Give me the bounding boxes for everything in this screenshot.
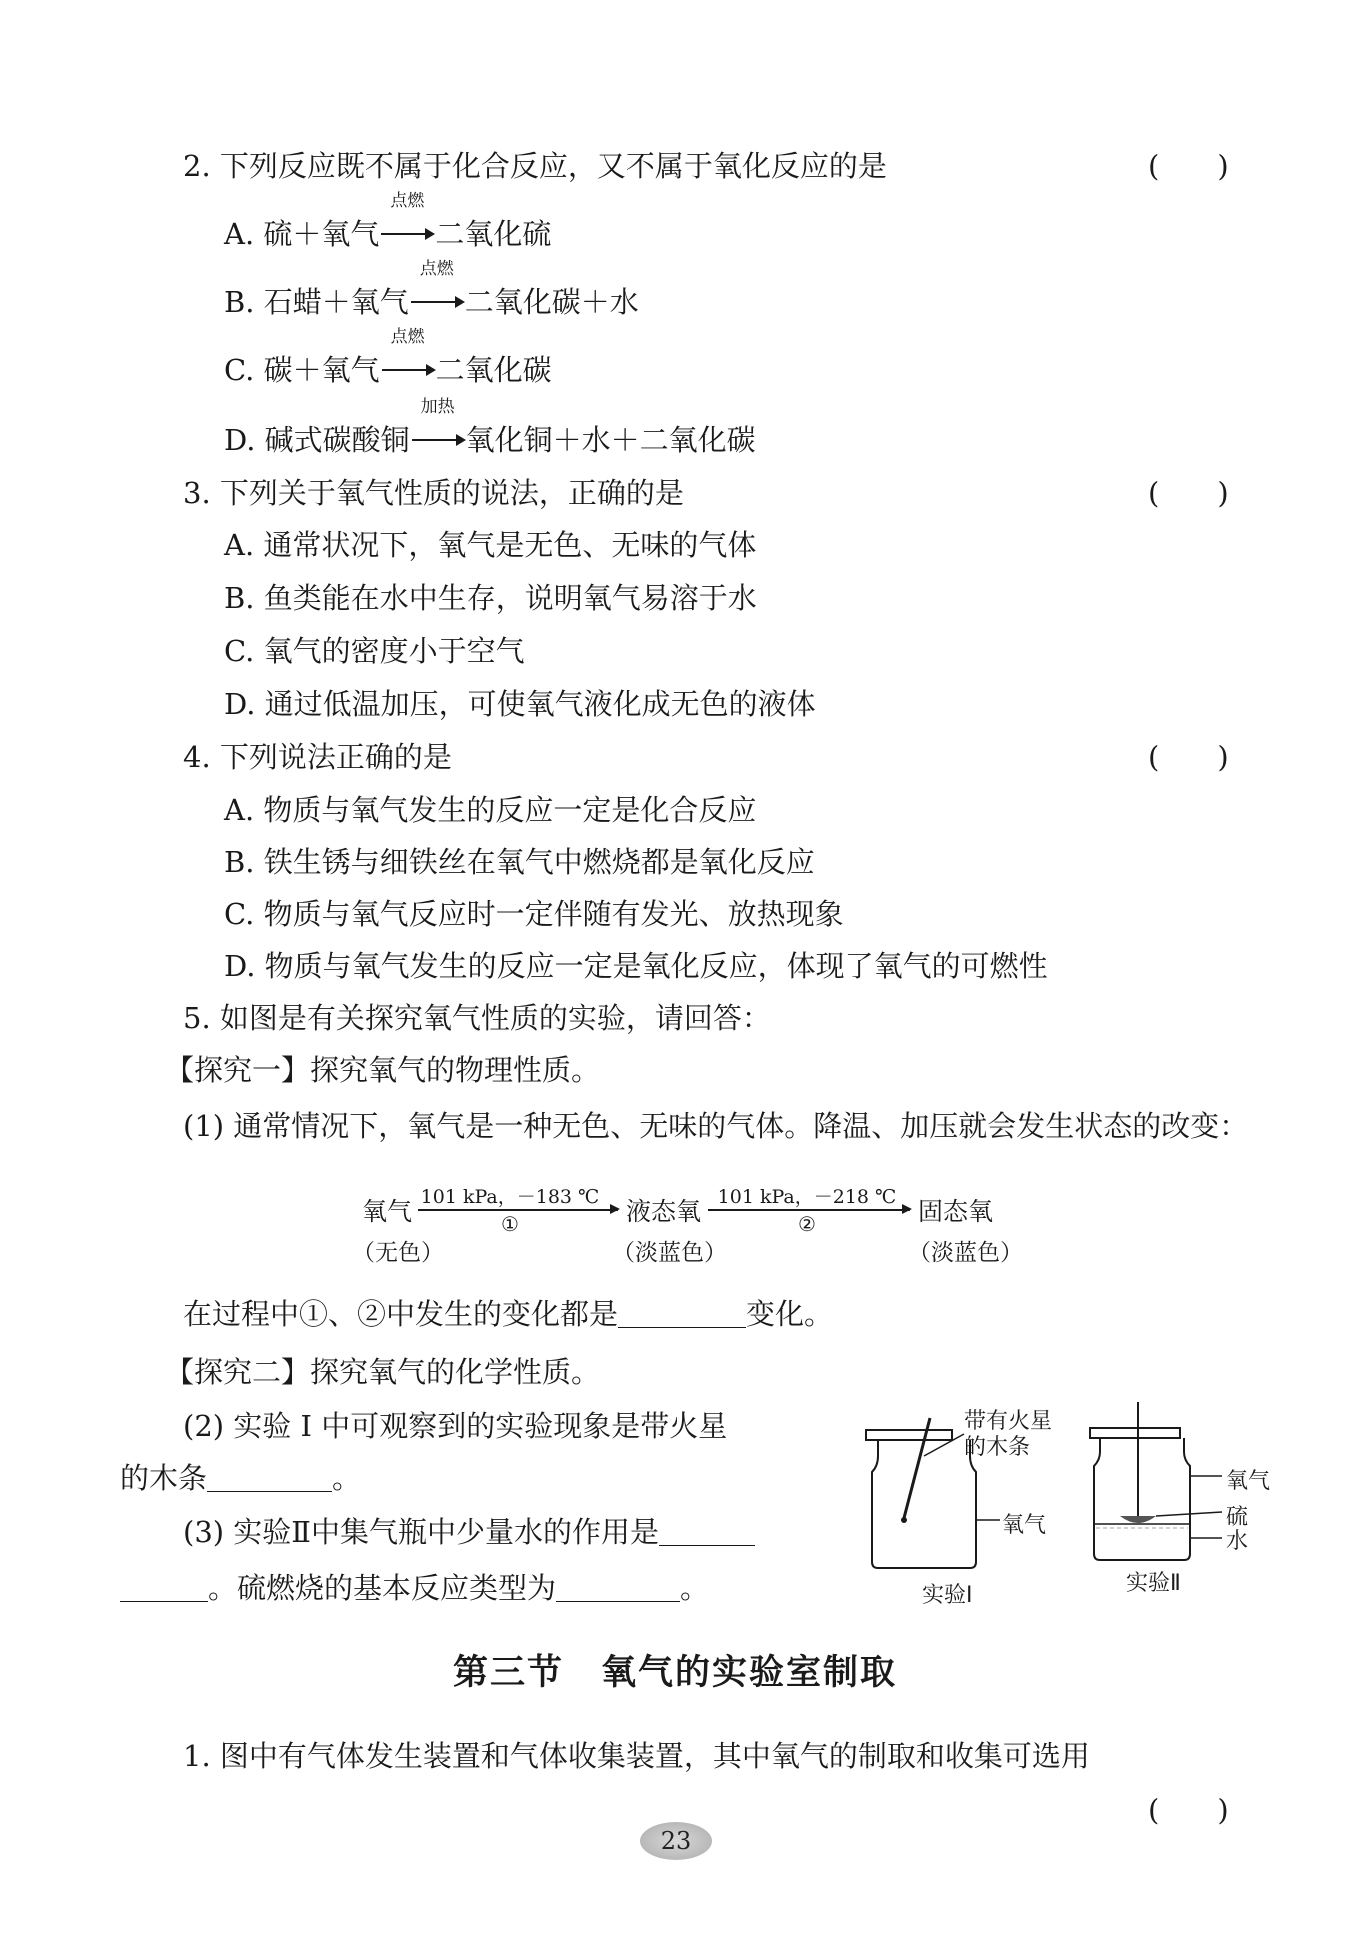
section-q1-stem: 1. 图中有气体发生装置和气体收集装置，其中氧气的制取和收集可选用: [183, 1739, 1090, 1773]
exp1-oxygen-label: 氧气: [1002, 1513, 1047, 1538]
reaction-condition: 点燃: [390, 191, 425, 211]
q2-option-b[interactable]: [224, 259, 639, 322]
reaction-arrow: [412, 397, 464, 460]
ask-text-end: 变化。: [746, 1297, 834, 1331]
exp2-oxygen-label: 氧气: [1226, 1469, 1271, 1494]
step-2-label: ②: [798, 1212, 816, 1236]
part-3-text: (3) 实验Ⅱ中集气瓶中少量水的作用是: [183, 1515, 660, 1549]
q4-option-d[interactable]: D. 物质与氧气发生的反应一定是氧化反应，体现了氧气的可燃性: [224, 949, 1048, 983]
exp1-stick-label-2: 的木条: [964, 1435, 1031, 1460]
state-gas: 氧气: [362, 1197, 413, 1226]
q4-stem: 4. 下列说法正确的是: [183, 740, 452, 774]
q2-option-c[interactable]: [224, 327, 552, 390]
q2-c-reactants: C. 碳＋氧气: [224, 353, 380, 387]
exp2-caption: 实验Ⅱ: [1126, 1571, 1181, 1596]
q3-answer-paren[interactable]: ( ): [1148, 476, 1229, 510]
q5-part-1-question: [183, 1294, 833, 1334]
q2-option-a[interactable]: [224, 191, 552, 254]
state-liquid: 液态氧: [626, 1197, 702, 1226]
section-q1-answer-paren[interactable]: ( ): [1148, 1793, 1229, 1827]
q3-option-d[interactable]: D. 通过低温加压，可使氧气液化成无色的液体: [224, 687, 816, 721]
q4-option-a[interactable]: A. 物质与氧气发生的反应一定是化合反应: [224, 793, 757, 827]
q3-option-c[interactable]: C. 氧气的密度小于空气: [224, 634, 525, 668]
condition-1: 101 kPa，－183 ℃: [420, 1186, 600, 1208]
answer-blank-1[interactable]: [618, 1297, 746, 1328]
answer-blank-3b[interactable]: [120, 1571, 208, 1602]
reaction-arrow: [382, 327, 434, 390]
q5-part-3-line-1: [183, 1512, 755, 1552]
arrow-2: [708, 1209, 910, 1211]
oxygen-state-change-diagram: [352, 1182, 1032, 1266]
q2-c-products: 二氧化碳: [435, 353, 552, 387]
state-solid: 固态氧: [918, 1197, 994, 1226]
step-1-label: ①: [501, 1212, 519, 1236]
q2-a-products: 二氧化硫: [435, 217, 552, 251]
q2-stem: 2. 下列反应既不属于化合反应，又不属于氧化反应的是: [183, 149, 887, 183]
ask-text: 在过程中①、②中发生的变化都是: [183, 1297, 619, 1331]
q3-option-b[interactable]: B. 鱼类能在水中生存，说明氧气易溶于水: [224, 581, 757, 615]
q5-stem: 5. 如图是有关探究氧气性质的实验，请回答：: [183, 1001, 771, 1035]
liquid-color: （淡蓝色）: [612, 1240, 727, 1266]
part-3-text-2: 。硫燃烧的基本反应类型为: [208, 1571, 557, 1605]
condition-2: 101 kPa，－218 ℃: [717, 1186, 897, 1208]
solid-color: （淡蓝色）: [908, 1240, 1023, 1266]
exp1-stick-label-1: 带有火星: [964, 1409, 1053, 1434]
q5-inquiry-1: 【探究一】探究氧气的物理性质。: [165, 1053, 601, 1087]
q5-part-3-line-2: [120, 1568, 709, 1608]
q2-b-reactants: B. 石蜡＋氧气: [224, 285, 409, 319]
exp2-sulfur-label: 硫: [1226, 1505, 1249, 1530]
q3-stem: 3. 下列关于氧气性质的说法，正确的是: [183, 476, 684, 510]
part-2-text: 的木条: [120, 1461, 208, 1495]
q4-answer-paren[interactable]: ( ): [1148, 740, 1229, 774]
arrow-1: [418, 1209, 618, 1211]
answer-blank-4[interactable]: [556, 1571, 680, 1602]
page-number: 23: [640, 1822, 712, 1860]
q4-option-b[interactable]: B. 铁生锈与细铁丝在氧气中燃烧都是氧化反应: [224, 845, 815, 879]
q2-a-reactants: A. 硫＋氧气: [224, 217, 380, 251]
reaction-condition: 点燃: [390, 327, 425, 347]
reaction-arrow: [411, 259, 463, 322]
part-2-end: 。: [332, 1461, 362, 1495]
q2-b-products: 二氧化碳＋水: [464, 285, 639, 319]
q2-option-d[interactable]: [224, 397, 756, 460]
q2-d-reactants: D. 碱式碳酸铜: [224, 423, 410, 457]
section-title: 第三节 氧气的实验室制取: [452, 1653, 897, 1693]
q2-d-products: 氧化铜＋水＋二氧化碳: [465, 423, 756, 457]
part-3-end: 。: [680, 1571, 710, 1605]
q5-part-2-line-1: (2) 实验 Ⅰ 中可观察到的实验现象是带火星: [183, 1409, 728, 1443]
reaction-condition: 加热: [420, 397, 455, 417]
q3-option-a[interactable]: A. 通常状况下，氧气是无色、无味的气体: [224, 528, 757, 562]
exp1-leader-line: [920, 1430, 980, 1460]
answer-blank-3a[interactable]: [659, 1515, 755, 1546]
q4-option-c[interactable]: C. 物质与氧气反应时一定伴随有发光、放热现象: [224, 897, 844, 931]
exp2-water-label: 水: [1226, 1529, 1249, 1554]
exp1-caption: 实验Ⅰ: [922, 1583, 973, 1608]
reaction-condition: 点燃: [419, 259, 454, 279]
q2-answer-paren[interactable]: ( ): [1148, 149, 1229, 183]
q5-part-2-line-2: [120, 1458, 361, 1498]
answer-blank-2[interactable]: [207, 1461, 332, 1492]
q5-inquiry-2: 【探究二】探究氧气的化学性质。: [165, 1355, 601, 1389]
reaction-arrow: [381, 191, 433, 254]
gas-color: （无色）: [352, 1240, 444, 1266]
q5-part-1-text: (1) 通常情况下，氧气是一种无色、无味的气体。降温、加压就会发生状态的改变：: [183, 1109, 1249, 1143]
